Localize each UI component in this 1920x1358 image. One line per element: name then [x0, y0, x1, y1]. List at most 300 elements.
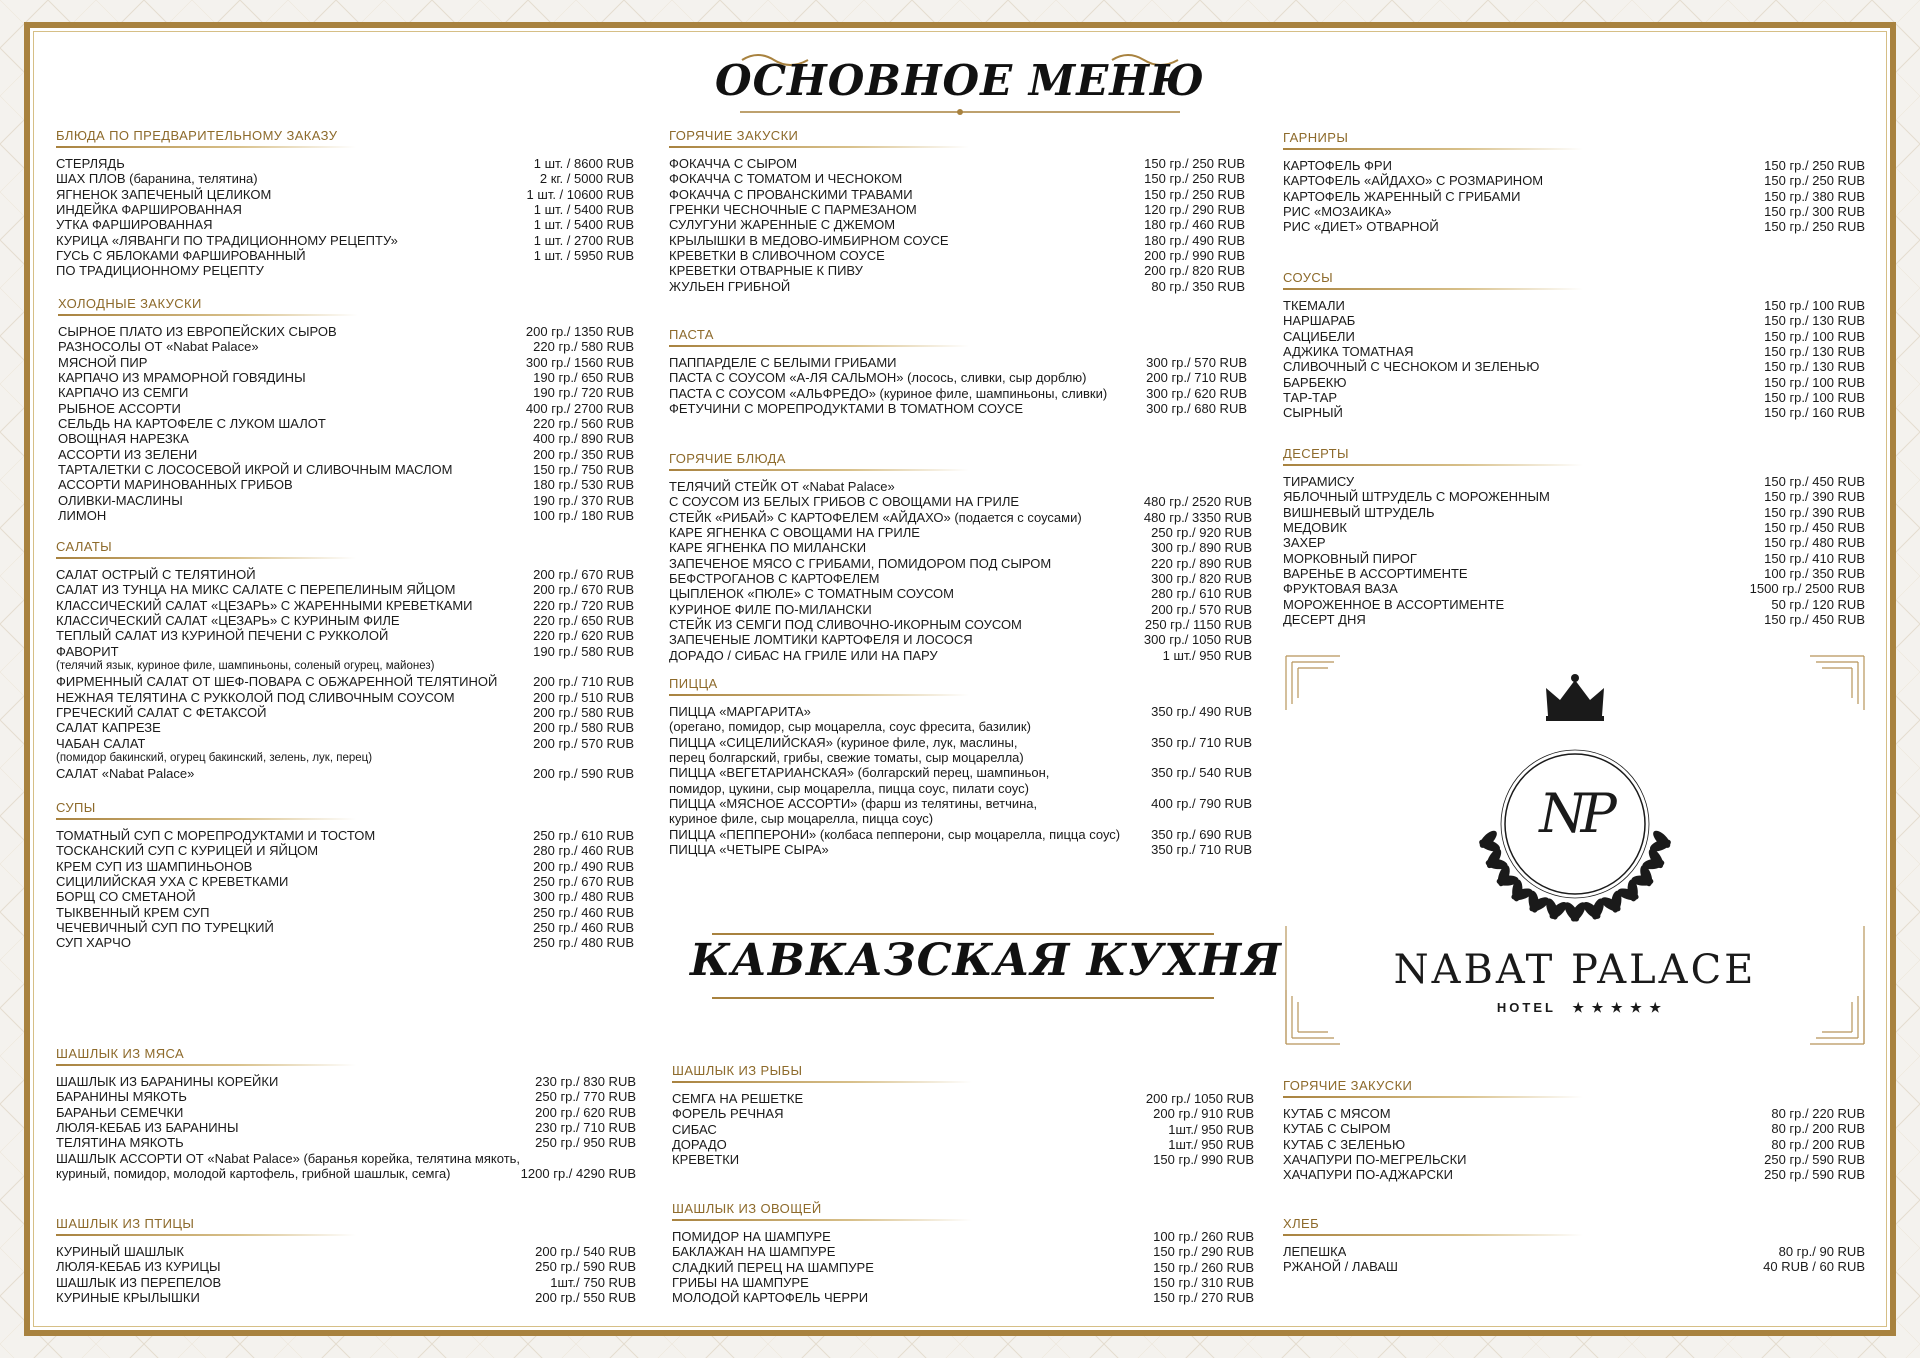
menu-item-price: 200 гр./ 710 RUB	[533, 674, 634, 690]
menu-item-price: 1шт./ 950 RUB	[1168, 1137, 1254, 1153]
menu-item-name: ФИРМЕННЫЙ САЛАТ ОТ ШЕФ-ПОВАРА С ОБЖАРЕННОЙ ТЕЛЯТИНОЙ	[56, 674, 498, 690]
menu-item	[58, 462, 634, 477]
menu-item	[56, 1259, 636, 1274]
menu-item-name: СТЕЙК «РИБАЙ» С КАРТОФЕЛЕМ «АЙДАХО» (подается с соусами)	[669, 509, 1082, 525]
menu-item-name: ШАШЛЫК АССОРТИ ОТ «Nabat Palace» (баранья корейка, телятина мякоть,	[56, 1150, 521, 1166]
menu-item	[1283, 204, 1865, 219]
section-title: СУПЫ	[56, 800, 96, 815]
menu-item-price: 1 шт. / 8600 RUB	[533, 156, 634, 171]
menu-item-name: (телячий язык, куриное филе, шампиньоны, соленый огурец, майонез)	[56, 660, 435, 673]
menu-item-name: ЗАПЕЧЕНОЕ МЯСО С ГРИБАМИ, ПОМИДОРОМ ПОД СЫРОМ	[669, 555, 1052, 571]
section-hot-dishes	[669, 451, 1252, 663]
section-veg-kebab	[672, 1201, 1254, 1306]
menu-item-name: КУТАБ С СЫРОМ	[1283, 1121, 1391, 1137]
menu-item-price: 190 гр./ 720 RUB	[533, 385, 634, 401]
menu-item-price: 300 гр./ 620 RUB	[1146, 385, 1247, 401]
menu-item	[58, 355, 634, 370]
menu-item-name: ТИРАМИСУ	[1283, 474, 1355, 489]
menu-item-name: КАРТОФЕЛЬ ФРИ	[1283, 158, 1392, 173]
menu-item	[56, 1074, 636, 1089]
menu-item-price: 150 гр./ 410 RUB	[1764, 550, 1865, 566]
menu-item-name: куриный, помидор, молодой картофель, грибной шашлык, семга)	[56, 1166, 451, 1182]
section-bread	[1283, 1216, 1865, 1275]
menu-item-price: 150 гр./ 450 RUB	[1764, 520, 1865, 536]
menu-item	[58, 508, 634, 523]
menu-item-name: КАРТОФЕЛЬ ЖАРЕННЫЙ С ГРИБАМИ	[1283, 188, 1521, 204]
menu-item-price: 250 гр./ 460 RUB	[533, 920, 634, 936]
menu-item-price: 200 гр./ 670 RUB	[533, 567, 634, 582]
menu-item	[1283, 1167, 1865, 1182]
section-title: ШАШЛЫК ИЗ ПТИЦЫ	[56, 1216, 195, 1231]
menu-item-price: 190 гр./ 370 RUB	[533, 492, 634, 508]
title-ornament-bottom	[738, 106, 1182, 118]
menu-item-price: 1шт./ 950 RUB	[1168, 1121, 1254, 1137]
menu-item	[58, 401, 634, 416]
menu-item	[1283, 566, 1865, 581]
menu-item-name: СИЦИЛИЙСКАЯ УХА С КРЕВЕТКАМИ	[56, 874, 289, 890]
menu-item-name: САЛАТ ОСТРЫЙ С ТЕЛЯТИНОЙ	[56, 567, 256, 582]
menu-item-price: 1 шт. / 5400 RUB	[533, 217, 634, 233]
menu-item-price: 300 гр./ 820 RUB	[1151, 571, 1252, 587]
menu-item-price: 250 гр./ 950 RUB	[535, 1135, 636, 1151]
menu-item	[56, 567, 634, 582]
menu-item-price: 250 гр./ 670 RUB	[533, 874, 634, 890]
menu-item-price: 150 гр./ 290 RUB	[1153, 1244, 1254, 1260]
menu-item	[56, 202, 634, 217]
menu-item	[58, 339, 634, 354]
menu-item-price: 1шт./ 750 RUB	[550, 1274, 636, 1290]
menu-item	[669, 796, 1252, 811]
menu-item-price: 150 гр./ 100 RUB	[1764, 328, 1865, 344]
menu-item-price: 1500 гр./ 2500 RUB	[1749, 581, 1865, 597]
menu-item-price: 300 гр./ 1560 RUB	[525, 354, 634, 370]
menu-item	[669, 811, 1252, 826]
section-rule	[1283, 148, 1583, 150]
section-rule	[669, 469, 969, 471]
menu-item	[672, 1229, 1254, 1244]
menu-item-name: БАРАНИНЫ МЯКОТЬ	[56, 1089, 187, 1105]
menu-item	[669, 648, 1252, 663]
menu-item	[672, 1152, 1254, 1167]
section-rule	[669, 345, 969, 347]
menu-item	[56, 613, 634, 628]
menu-item-name: ШАШЛЫК ИЗ ПЕРЕПЕЛОВ	[56, 1274, 222, 1290]
menu-item-name: КУТАБ С МЯСОМ	[1283, 1106, 1391, 1121]
menu-item-price: 200 гр./ 350 RUB	[533, 446, 634, 462]
menu-item-price: 300 гр./ 570 RUB	[1146, 355, 1247, 370]
menu-item-price: 250 гр./ 590 RUB	[535, 1259, 636, 1275]
menu-item	[669, 586, 1252, 601]
menu-item-name: ТЕЛЯЧИЙ СТЕЙК ОТ «Nabat Palace»	[669, 479, 895, 494]
menu-item-name: ЛЮЛЯ-КЕБАБ ИЗ БАРАНИНЫ	[56, 1120, 239, 1136]
menu-item-name: КРЕМ СУП ИЗ ШАМПИНЬОНОВ	[56, 858, 253, 874]
menu-item	[56, 217, 634, 232]
menu-item-name: ЧАБАН САЛАТ	[56, 735, 146, 751]
menu-item-name: КАРТОФЕЛЬ «АЙДАХО» С РОЗМАРИНОМ	[1283, 173, 1544, 189]
menu-item-name: ТКЕМАЛИ	[1283, 298, 1345, 313]
section-rule	[1283, 1096, 1583, 1098]
menu-item	[56, 674, 634, 689]
menu-item	[669, 217, 1245, 232]
menu-item-price: 200 гр./ 990 RUB	[1144, 248, 1245, 264]
section-poultry-kebab	[56, 1216, 636, 1305]
menu-item-name: ЯГНЕНОК ЗАПЕЧЕНЫЙ ЦЕЛИКОМ	[56, 186, 272, 202]
menu-item	[672, 1275, 1254, 1290]
menu-item-price: 150 гр./ 450 RUB	[1764, 474, 1865, 489]
section-rule	[56, 1234, 356, 1236]
menu-item-price: 200 гр./ 540 RUB	[535, 1244, 636, 1259]
crown-icon	[1540, 672, 1610, 722]
menu-item	[56, 171, 634, 186]
menu-item-name: ЛЕПЕШКА	[1283, 1244, 1347, 1259]
menu-item	[1283, 1121, 1865, 1136]
menu-item	[1283, 1152, 1865, 1167]
menu-item	[56, 720, 634, 735]
menu-item	[672, 1106, 1254, 1121]
menu-item	[56, 628, 634, 643]
menu-item-price: 200 гр./ 820 RUB	[1144, 263, 1245, 279]
menu-item	[669, 233, 1245, 248]
menu-item-price: 300 гр./ 480 RUB	[533, 889, 634, 905]
menu-item-price: 150 гр./ 130 RUB	[1764, 313, 1865, 329]
menu-item-name: ФАВОРИТ	[56, 643, 119, 659]
section-title: ГОРЯЧИЕ ЗАКУСКИ	[669, 128, 799, 143]
menu-item-price: 150 гр./ 250 RUB	[1144, 171, 1245, 187]
menu-item-name: перец болгарский, грибы, свежие томаты, сыр моцарелла)	[669, 750, 1024, 766]
menu-item-price: 350 гр./ 710 RUB	[1151, 842, 1252, 858]
menu-item-price: 150 гр./ 250 RUB	[1764, 219, 1865, 235]
menu-item	[1283, 344, 1865, 359]
menu-item	[56, 248, 634, 263]
menu-item-name: ТОМАТНЫЙ СУП С МОРЕПРОДУКТАМИ И ТОСТОМ	[56, 828, 376, 843]
menu-item-price: 100 гр./ 350 RUB	[1764, 566, 1865, 582]
menu-item-name: КУРИНЫЕ КРЫЛЫШКИ	[56, 1290, 200, 1306]
menu-item-price: 200 гр./ 590 RUB	[533, 766, 634, 782]
menu-item-price: 150 гр./ 100 RUB	[1764, 390, 1865, 406]
menu-item-price: 300 гр./ 1050 RUB	[1143, 632, 1252, 648]
menu-item	[56, 1135, 636, 1150]
section-rule	[669, 694, 969, 696]
menu-item-name: ОВОЩНАЯ НАРЕЗКА	[58, 431, 189, 447]
menu-item-price: 1200 гр./ 4290 RUB	[520, 1166, 636, 1182]
menu-item-price: 200 гр./ 550 RUB	[535, 1290, 636, 1306]
menu-item-name: СЛАДКИЙ ПЕРЕЦ НА ШАМПУРЕ	[672, 1259, 874, 1275]
menu-item-price: 190 гр./ 650 RUB	[533, 370, 634, 386]
menu-item-price: 150 гр./ 480 RUB	[1764, 535, 1865, 551]
menu-item-name: ИНДЕЙКА ФАРШИРОВАННАЯ	[56, 202, 242, 218]
menu-item-name: КРЫЛЫШКИ В МЕДОВО-ИМБИРНОМ СОУСЕ	[669, 232, 949, 248]
menu-item	[58, 385, 634, 400]
menu-item	[56, 751, 634, 766]
menu-item-name: СЕЛЬДЬ НА КАРТОФЕЛЕ С ЛУКОМ ШАЛОТ	[58, 416, 326, 432]
menu-item	[1283, 375, 1865, 390]
menu-item	[56, 156, 634, 171]
menu-item-price: 150 гр./ 250 RUB	[1764, 158, 1865, 173]
menu-item	[1283, 1106, 1865, 1121]
section-title: ШАШЛЫК ИЗ МЯСА	[56, 1046, 185, 1061]
menu-item-name: ПИЦЦА «ВЕГЕТАРИАНСКАЯ» (болгарский перец, шампиньон,	[669, 765, 1050, 781]
menu-item-price: 180 гр./ 530 RUB	[533, 477, 634, 493]
menu-item-price: 150 гр./ 130 RUB	[1764, 359, 1865, 375]
menu-item-name: С СОУСОМ ИЗ БЕЛЫХ ГРИБОВ С ОВОЩАМИ НА ГРИЛЕ	[669, 494, 1020, 510]
menu-item	[672, 1244, 1254, 1259]
menu-item	[56, 659, 634, 674]
section-rule	[1283, 1234, 1583, 1236]
menu-item-price: 200 гр./ 490 RUB	[533, 858, 634, 874]
main-menu-title: ОСНОВНОЕ МЕНЮ	[715, 56, 1205, 105]
menu-item	[1283, 173, 1865, 188]
menu-item-name: ВИШНЕВЫЙ ШТРУДЕЛЬ	[1283, 504, 1435, 520]
menu-item-price: 100 гр./ 180 RUB	[533, 508, 634, 524]
menu-item-price: 200 гр./ 580 RUB	[533, 705, 634, 721]
menu-item	[58, 477, 634, 492]
menu-item-name: РАЗНОСОЛЫ ОТ «Nabat Palace»	[58, 339, 259, 355]
menu-item-name: КРЕВЕТКИ	[672, 1152, 740, 1168]
section-sauces	[1283, 270, 1865, 421]
menu-item-name: (помидор бакинский, огурец бакинский, зелень, лук, перец)	[56, 752, 373, 765]
menu-item	[669, 781, 1252, 796]
menu-item-name: БОРЩ СО СМЕТАНОЙ	[56, 889, 196, 905]
menu-item-name: ПИЦЦА «ПЕППЕРОНИ» (колбаса пепперони, сыр моцарелла, пицца соус)	[669, 826, 1121, 842]
menu-item-name: ГРЕНКИ ЧЕСНОЧНЫЕ С ПАРМЕЗАНОМ	[669, 202, 917, 218]
menu-item	[669, 171, 1245, 186]
menu-item-name: КАРПАЧО ИЗ СЕМГИ	[58, 385, 189, 401]
caucasian-ornament-bottom	[708, 992, 1218, 1004]
menu-item-price: 200 гр./ 510 RUB	[533, 689, 634, 705]
menu-item-price: 200 гр./ 580 RUB	[533, 720, 634, 736]
menu-item	[1283, 597, 1865, 612]
menu-item	[1283, 1244, 1865, 1259]
menu-item-price: 180 гр./ 460 RUB	[1144, 217, 1245, 233]
menu-item	[669, 156, 1245, 171]
menu-item-name: БАРАНЬИ СЕМЕЧКИ	[56, 1104, 184, 1120]
menu-item-name: МОРКОВНЫЙ ПИРОГ	[1283, 550, 1417, 566]
menu-item-name: ФЕТУЧИНИ С МОРЕПРОДУКТАМИ В ТОМАТНОМ СОУСЕ	[669, 401, 1024, 417]
section-caucasian-hot-snacks	[1283, 1078, 1865, 1183]
menu-item-price: 220 гр./ 650 RUB	[533, 613, 634, 629]
menu-item-name: ТЕЛЯТИНА МЯКОТЬ	[56, 1135, 184, 1151]
menu-item	[669, 248, 1245, 263]
menu-item-name: ТОСКАНСКИЙ СУП С КУРИЦЕЙ И ЯЙЦОМ	[56, 843, 319, 859]
menu-item-price: 230 гр./ 830 RUB	[535, 1074, 636, 1089]
menu-item-name: ЦЫПЛЕНОК «ПЮЛЕ» С ТОМАТНЫМ СОУСОМ	[669, 586, 954, 602]
section-title: БЛЮДА ПО ПРЕДВАРИТЕЛЬНОМУ ЗАКАЗУ	[56, 128, 338, 143]
menu-item-price: 150 гр./ 250 RUB	[1764, 173, 1865, 189]
menu-item-price: 200 гр./ 570 RUB	[533, 735, 634, 751]
menu-item-name: ПАСТА С СОУСОМ «А-ЛЯ САЛЬМОН» (лосось, сливки, сыр дорблю)	[669, 370, 1087, 386]
menu-item-name: ЗАХЕР	[1283, 535, 1326, 551]
caucasian-title: КАВКАЗСКАЯ КУХНЯ	[690, 935, 1282, 986]
menu-item-price: 150 гр./ 260 RUB	[1153, 1259, 1254, 1275]
menu-item-price: 1 шт. / 5950 RUB	[533, 248, 634, 264]
menu-item-price: 200 гр./ 570 RUB	[1151, 601, 1252, 617]
menu-item	[58, 324, 634, 339]
menu-item-price: 80 гр./ 220 RUB	[1771, 1106, 1865, 1121]
section-title: ХЛЕБ	[1283, 1216, 1320, 1231]
menu-item-price: 200 гр./ 1050 RUB	[1145, 1091, 1254, 1106]
menu-item-price: 480 гр./ 2520 RUB	[1143, 494, 1252, 510]
menu-item	[669, 827, 1252, 842]
menu-item-name: КАРЕ ЯГНЕНКА ПО МИЛАНСКИ	[669, 540, 867, 556]
menu-item-name: СТЕРЛЯДЬ	[56, 156, 125, 171]
menu-item-price: 250 гр./ 920 RUB	[1151, 525, 1252, 541]
menu-item	[56, 1290, 636, 1305]
section-rule	[58, 314, 358, 316]
menu-item-price: 250 гр./ 770 RUB	[535, 1089, 636, 1105]
section-desserts	[1283, 446, 1865, 627]
menu-item-price: 250 гр./ 480 RUB	[533, 935, 634, 951]
menu-item	[669, 187, 1245, 202]
menu-item-name: АДЖИКА ТОМАТНАЯ	[1283, 344, 1414, 360]
menu-item-name: ЯБЛОЧНЫЙ ШТРУДЕЛЬ С МОРОЖЕННЫМ	[1283, 489, 1550, 505]
menu-item	[669, 571, 1252, 586]
menu-item-price: 480 гр./ 3350 RUB	[1143, 509, 1252, 525]
menu-item-name: ПАСТА С СОУСОМ «АЛЬФРЕДО» (куриное филе, шампиньоны, сливки)	[669, 385, 1108, 401]
menu-item	[672, 1290, 1254, 1305]
menu-item-name: ХАЧАПУРИ ПО-АДЖАРСКИ	[1283, 1167, 1453, 1183]
menu-item	[672, 1122, 1254, 1137]
menu-item-name: ФОКАЧЧА С СЫРОМ	[669, 156, 798, 171]
menu-item-price: 200 гр./ 670 RUB	[533, 582, 634, 598]
menu-item	[1283, 189, 1865, 204]
menu-item	[669, 494, 1252, 509]
menu-item	[56, 233, 634, 248]
menu-item-price: 350 гр./ 690 RUB	[1151, 826, 1252, 842]
menu-item-price: 1 шт./ 950 RUB	[1162, 647, 1252, 663]
menu-item	[56, 1166, 636, 1181]
menu-item	[669, 617, 1252, 632]
menu-item	[1283, 612, 1865, 627]
menu-item-price: 150 гр./ 300 RUB	[1764, 204, 1865, 220]
menu-item-price: 280 гр./ 460 RUB	[533, 843, 634, 859]
menu-item-price: 50 гр./ 120 RUB	[1771, 596, 1865, 612]
menu-item-name: ТЫКВЕННЫЙ КРЕМ СУП	[56, 904, 210, 920]
menu-item-name: СЛИВОЧНЫЙ С ЧЕСНОКОМ И ЗЕЛЕНЬЮ	[1283, 359, 1540, 375]
menu-item-price: 220 гр./ 580 RUB	[533, 339, 634, 355]
menu-item-name: БЕФСТРОГАНОВ С КАРТОФЕЛЕМ	[669, 571, 880, 587]
menu-item-price: 150 гр./ 270 RUB	[1153, 1290, 1254, 1306]
menu-item-price: 1 шт. / 2700 RUB	[533, 232, 634, 248]
menu-item	[1283, 158, 1865, 173]
menu-item-name: СЕМГА НА РЕШЕТКЕ	[672, 1091, 804, 1106]
menu-item-price: 1 шт. / 10600 RUB	[526, 186, 634, 202]
menu-item-price: 300 гр./ 680 RUB	[1146, 401, 1247, 417]
menu-item	[58, 493, 634, 508]
menu-item-name: куриное филе, сыр моцарелла, пицца соус)	[669, 811, 934, 827]
menu-item-price: 400 гр./ 790 RUB	[1151, 796, 1252, 812]
menu-item	[56, 828, 634, 843]
menu-item-name: ЛИМОН	[58, 508, 107, 524]
section-salads	[56, 539, 634, 782]
menu-item-name: ХАЧАПУРИ ПО-МЕГРЕЛЬСКИ	[1283, 1152, 1467, 1168]
brand-name: NABAT PALACE	[1393, 947, 1757, 993]
menu-item	[1283, 551, 1865, 566]
menu-item	[669, 602, 1252, 617]
menu-item	[56, 705, 634, 720]
menu-item-price: 250 гр./ 590 RUB	[1764, 1152, 1865, 1168]
section-meat-kebab	[56, 1046, 636, 1181]
menu-item-name: САЦИБЕЛИ	[1283, 328, 1355, 344]
menu-item	[58, 447, 634, 462]
menu-item-name: МОЛОДОЙ КАРТОФЕЛЬ ЧЕРРИ	[672, 1290, 869, 1306]
menu-item-name: ЖУЛЬЕН ГРИБНОЙ	[669, 278, 791, 294]
menu-item-price: 80 гр./ 90 RUB	[1778, 1244, 1865, 1259]
menu-item	[56, 690, 634, 705]
menu-item	[56, 1151, 636, 1166]
menu-item	[58, 431, 634, 446]
menu-item-name: КАРПАЧО ИЗ МРАМОРНОЙ ГОВЯДИНЫ	[58, 370, 306, 386]
menu-item-name: КАРЕ ЯГНЕНКА С ОВОЩАМИ НА ГРИЛЕ	[669, 525, 920, 541]
menu-item-price: 200 гр./ 620 RUB	[535, 1104, 636, 1120]
brand-hotel-label	[1460, 1000, 1700, 1016]
menu-item-name: БАКЛАЖАН НА ШАМПУРЕ	[672, 1244, 836, 1260]
menu-item	[1283, 581, 1865, 596]
menu-item	[1283, 329, 1865, 344]
menu-item-name: ПОМИДОР НА ШАМПУРЕ	[672, 1229, 831, 1244]
menu-item-name: КЛАССИЧЕСКИЙ САЛАТ «ЦЕЗАРЬ» С КУРИНЫМ ФИЛЕ	[56, 613, 400, 629]
menu-item-price: 350 гр./ 490 RUB	[1151, 704, 1252, 719]
menu-item-price: 350 гр./ 540 RUB	[1151, 765, 1252, 781]
section-preorder	[56, 128, 634, 279]
menu-item	[56, 905, 634, 920]
menu-item-name: РЫБНОЕ АССОРТИ	[58, 400, 181, 416]
menu-item-price: 2 кг. / 5000 RUB	[539, 171, 634, 187]
menu-item-price: 150 гр./ 390 RUB	[1764, 489, 1865, 505]
menu-item-price: 150 гр./ 450 RUB	[1764, 612, 1865, 628]
menu-item	[56, 1275, 636, 1290]
menu-item-price: 80 гр./ 200 RUB	[1771, 1121, 1865, 1137]
section-rule	[56, 1064, 356, 1066]
menu-item	[56, 889, 634, 904]
menu-item	[672, 1137, 1254, 1152]
menu-item-price: 150 гр./ 750 RUB	[533, 462, 634, 478]
section-rule	[1283, 288, 1583, 290]
menu-item-name: КРЕВЕТКИ ОТВАРНЫЕ К ПИВУ	[669, 263, 863, 279]
menu-item	[669, 401, 1247, 416]
menu-item	[1283, 219, 1865, 234]
menu-item	[56, 1089, 636, 1104]
menu-item-price: 150 гр./ 390 RUB	[1764, 504, 1865, 520]
menu-item-name: ПАППАРДЕЛЕ С БЕЛЫМИ ГРИБАМИ	[669, 355, 897, 370]
menu-item-name: БАРБЕКЮ	[1283, 374, 1347, 390]
menu-item-price: 150 гр./ 160 RUB	[1764, 405, 1865, 421]
menu-item-price: 400 гр./ 890 RUB	[533, 431, 634, 447]
menu-item	[56, 1105, 636, 1120]
menu-item	[669, 632, 1252, 647]
menu-item-name: САЛАТ ИЗ ТУНЦА НА МИКС САЛАТЕ С ПЕРЕПЕЛИНЫМ ЯЙЦОМ	[56, 582, 456, 598]
menu-item	[1283, 313, 1865, 328]
menu-item-name: ВАРЕНЬЕ В АССОРТИМЕНТЕ	[1283, 566, 1468, 582]
menu-item-name: РИС «МОЗАИКА»	[1283, 204, 1392, 220]
menu-item-price: 190 гр./ 580 RUB	[533, 643, 634, 659]
menu-item-price: 120 гр./ 290 RUB	[1144, 202, 1245, 218]
section-title: СОУСЫ	[1283, 270, 1334, 285]
menu-item-price: 180 гр./ 490 RUB	[1144, 232, 1245, 248]
menu-item-price: 220 гр./ 720 RUB	[533, 597, 634, 613]
menu-item	[56, 736, 634, 751]
section-rule	[56, 146, 356, 148]
menu-item-name: САЛАТ «Nabat Palace»	[56, 766, 195, 782]
section-title: ПИЦЦА	[669, 676, 718, 691]
menu-item	[669, 279, 1245, 294]
menu-item	[1283, 359, 1865, 374]
menu-item-name: РИС «ДИЕТ» ОТВАРНОЙ	[1283, 219, 1439, 235]
menu-item-name: ПО ТРАДИЦИОННОМУ РЕЦЕПТУ	[56, 263, 264, 279]
menu-item-price: 250 гр./ 460 RUB	[533, 904, 634, 920]
menu-item-name: ПИЦЦА «ЧЕТЫРЕ СЫРА»	[669, 842, 829, 858]
menu-item-price: 150 гр./ 100 RUB	[1764, 298, 1865, 313]
menu-item-price: 200 гр./ 710 RUB	[1146, 370, 1247, 386]
